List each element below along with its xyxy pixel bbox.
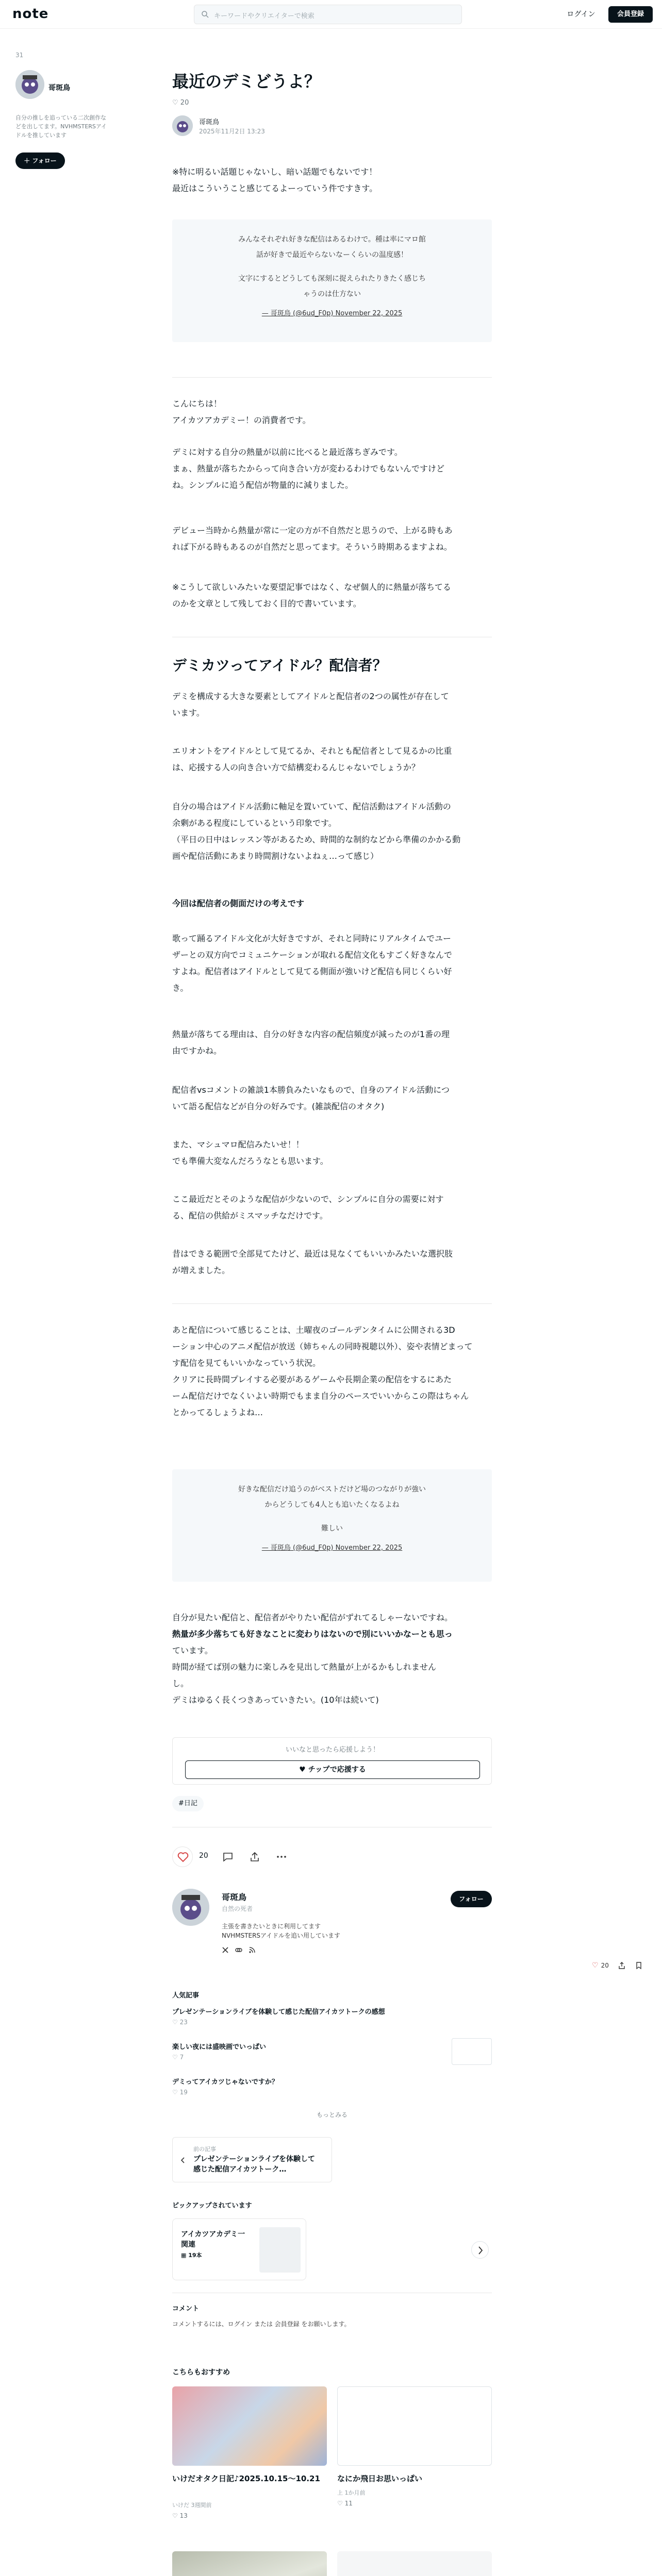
text-line: ※こうして欲しいみたいな要望記事ではなく、なぜ個人的に熱量が落ちてる: [172, 582, 451, 592]
card-likes: ♡ 13: [172, 2512, 188, 2519]
text-line: 歌って踊るアイドル文化が大好きですが、それと同時にリアルタイムでユー: [172, 934, 451, 943]
popular-item-thumbnail: [452, 2038, 492, 2065]
text-line: でも準備大変なんだろうなとも思います。: [172, 1156, 328, 1166]
text-line: デミはゆるく長くつきあっていきたい。(10年は続いて): [172, 1695, 379, 1705]
like-count: 11: [344, 2500, 353, 2507]
text-line: 主張を書きたいときに利用してます: [222, 1923, 321, 1930]
avatar[interactable]: [172, 115, 193, 136]
search-placeholder: キーワードやクリエイターで検索: [214, 12, 315, 20]
comment-icon[interactable]: [222, 1851, 234, 1863]
like-count: 13: [179, 2512, 188, 2519]
paragraph: [172, 579, 492, 612]
text-line: こんにちは！: [172, 399, 222, 409]
text-line: ています。: [172, 1646, 213, 1655]
paragraph: [172, 522, 492, 555]
paragraph: [172, 1137, 492, 1170]
card-thumbnail: [172, 2551, 327, 2576]
heart-icon[interactable]: ♡: [592, 1961, 599, 1970]
quote-line: 好きな配信だけ追うのがベストだけど場のつながりが強い: [238, 1485, 426, 1494]
text-line: 昔はできる範囲で全部見てたけど、最近は見なくてもいいかみたいな選択肢: [172, 1249, 453, 1259]
text-line: 最近はこういうこと感じてるよーっていう件ですきす。: [172, 183, 378, 193]
text-line: また、マシュマロ配信みたいせ！！: [172, 1140, 304, 1149]
card-author: いけだ 3週間前: [172, 2502, 212, 2509]
register-button[interactable]: 会員登録: [608, 6, 653, 23]
follow-button[interactable]: ＋ フォロー: [15, 152, 65, 169]
text-line: ※特に明るい話題じゃないし、暗い話題でもないです！: [172, 167, 377, 177]
paragraph: [172, 396, 492, 429]
paragraph: [172, 1082, 492, 1115]
text-line: あと配信について感じることは、土曜夜のゴールデンタイムに公開される3D: [172, 1325, 455, 1335]
text-line: ーション中心のアニメ配信が放送（姉ちゃんの同時視聴以外）、姿や表情どまって: [172, 1342, 473, 1351]
text-line: とかってるしょうよね…: [172, 1408, 263, 1417]
paragraph: [172, 1609, 492, 1708]
text-line: まぁ、熱量が落ちたからって向き合い方が変わるわけでもないんですけど: [172, 464, 445, 473]
like-count-top[interactable]: ♡ 20: [172, 99, 189, 107]
hashtag[interactable]: #日記: [172, 1796, 204, 1811]
popular-item[interactable]: [172, 2076, 492, 2101]
note-logo[interactable]: note: [12, 6, 49, 22]
recommend-heading: こちらもおすすめ: [172, 2368, 230, 2377]
text-line: き。: [172, 983, 189, 993]
paragraph: [172, 1246, 492, 1279]
like-count: 7: [179, 2054, 184, 2061]
rss-icon[interactable]: [249, 1946, 256, 1954]
card-likes: ♡ 11: [337, 2500, 353, 2507]
paragraph: [172, 1191, 492, 1224]
text-line: 画や配信活動にあまり時間割けないよねぇ…って感じ）: [172, 851, 379, 861]
carousel-next-button[interactable]: [471, 2241, 489, 2259]
quote-line: みんなそれぞれ好きな配信はあるわけで。種は率にマロ館: [238, 235, 426, 244]
spacer: [172, 1513, 492, 1521]
paragraph: [172, 1322, 492, 1421]
search-input[interactable]: [194, 5, 462, 24]
action-bar: [172, 1846, 492, 1867]
support-box: [172, 1737, 492, 1785]
text-line: エリオントをアイドルとして見てるか、それとも配信者として見るかの比重: [172, 746, 452, 756]
more-link[interactable]: もっとみる: [316, 2111, 347, 2119]
link-icon[interactable]: [235, 1946, 242, 1954]
text-line: が増えました。: [172, 1265, 230, 1275]
chevron-left-icon: [179, 2156, 187, 2164]
profile-bio: [222, 1922, 428, 1940]
text-line: は、応援する人の向き合い方で結構変わるんじゃないでしょうか？: [172, 762, 420, 772]
floating-like-count: 20: [601, 1962, 609, 1969]
card-author: 上 1か月前: [337, 2489, 366, 2496]
text-line: います。: [172, 708, 205, 718]
pickup-heading: ピックアップされています: [172, 2202, 252, 2210]
text-line: 時間が経てば別の魅力に楽しみを見出して熱量が上がるかもしれません: [172, 1662, 437, 1672]
text-line: すよね。配信者はアイドルとして見てる側面が強いけど配信も同じくらい好: [172, 967, 452, 976]
comments-heading: コメント: [172, 2305, 200, 2313]
text-line: デビュー当時から熱量が常に一定の方が不自然だと思うので、上がる時もあ: [172, 526, 453, 535]
card-thumbnail: [172, 2386, 327, 2466]
follow-button[interactable]: フォロー: [451, 1891, 492, 1907]
prev-title: プレゼンテーションライブを体験して感じた配信アイカツトーク…: [193, 2155, 316, 2174]
paragraph: [172, 930, 492, 996]
card-title: いけだオタク日記♪2025.10.15〜10.21: [172, 2474, 320, 2483]
text-line: 熱量が落ちてる理由は、自分の好きな内容の配信頻度が減ったのが1番の理: [172, 1029, 450, 1039]
share-icon[interactable]: [618, 1961, 626, 1970]
quote-cite[interactable]: — 哥斑鳥 (@6ud_F0p) November 22, 2025: [261, 310, 403, 317]
text-line: （平日の日中はレッスン等があるため、時間的な制約などから準備のかかる動: [172, 835, 461, 844]
magazine-count-value: 19本: [188, 2252, 202, 2259]
x-icon[interactable]: [222, 1946, 229, 1954]
text-line: デミを構成する大きな要素としてアイドルと配信者の2つの属性が存在して: [172, 691, 449, 701]
magazine-card[interactable]: [172, 2218, 306, 2280]
search-icon: [201, 10, 210, 19]
prev-article[interactable]: [172, 2137, 332, 2182]
paragraph: [172, 688, 492, 721]
card-thumbnail-placeholder: [337, 2551, 492, 2576]
text-line: ここ最近だとそのような配信が少ないので、シンプルに自分の需要に対す: [172, 1194, 444, 1204]
author-name[interactable]: 哥斑鳥: [199, 118, 220, 126]
text-line: る、配信の供給がミスマッチなだけです。: [172, 1211, 328, 1221]
popular-item-title: デミってアイカツじゃないですか？: [172, 2078, 278, 2086]
text-line: 熱量が多少落ちても好きなことに変わりはないので別にいいかなーとも思っ: [172, 1629, 453, 1639]
text-line: ね。シンプルに追う配信が物量的に減りました。: [172, 480, 353, 490]
popular-item-likes: ♡ 7: [172, 2054, 184, 2061]
popular-item-title: プレゼンテーションライブを体験して感じた配信アイカツトークの感想: [172, 2008, 385, 2016]
text-line: のかを文章として残しておく目的で書いています。: [172, 599, 361, 608]
quote-line: 難しい: [321, 1524, 343, 1533]
page-title: 最近のデミどうよ？: [172, 72, 321, 91]
text-line: デミに対する自分の熱量が以前に比べると最近落ちぎみです。: [172, 447, 403, 457]
creator-bio: 自分の推しを追っている二次創作などを出してます。NVHMSTERSアイドルを推しています: [15, 114, 107, 139]
text-line: 自分が見たい配信と、配信者がやりたい配信がずれてるしゃーないですね。: [172, 1613, 453, 1622]
text-line: 由ですかね。: [172, 1046, 222, 1056]
tip-button[interactable]: [185, 1760, 480, 1779]
text-line: 自分の場合はアイドル活動に軸足を置いていて、配信活動はアイドル活動の: [172, 802, 451, 811]
like-count: 20: [199, 1852, 208, 1860]
header: [0, 0, 662, 29]
prev-label: 前の記事: [193, 2146, 216, 2153]
like-count: 20: [180, 99, 189, 107]
paragraph: [172, 444, 492, 494]
card-thumbnail: [337, 2386, 492, 2466]
publish-date: 2025年11月2日 13:23: [199, 128, 265, 135]
text-line: 余剰がある程度にしているという印象です。: [172, 818, 337, 828]
popular-item[interactable]: [172, 2006, 492, 2031]
text-line: いて語る配信などが自分の好みです。(雑談配信のオタク): [172, 1101, 385, 1111]
chevron-right-icon: [472, 2242, 489, 2259]
quote-line: ゃうのは仕方ない: [303, 290, 361, 298]
quote-cite[interactable]: — 哥斑鳥 (@6ud_F0p) November 22, 2025: [261, 1544, 403, 1552]
embedded-post: [172, 219, 492, 342]
tip-icon: ♥: [299, 1766, 308, 1774]
text-line: す配信を見てもいいかなっていう状況。: [172, 1358, 321, 1368]
popular-item-likes: ♡ 23: [172, 2019, 188, 2026]
quote-line: 文字にするとどうしても深刻に捉えられたりきたく感じち: [238, 275, 426, 283]
profile-subtitle: 自然の死者: [222, 1905, 253, 1912]
paragraph: [172, 1026, 492, 1059]
text-line: アイカツアカデミー！の消費者です。: [172, 415, 311, 425]
heart-icon: [173, 1847, 193, 1868]
spacer: [172, 263, 492, 271]
text-line: ーム配信だけでなくいよい時期でもまま自分のペースでいいからこの際はちゃん: [172, 1391, 469, 1401]
support-text: いいなと思ったら応援しよう！: [285, 1746, 379, 1754]
paragraph: [172, 799, 492, 865]
popular-item[interactable]: [172, 2041, 492, 2066]
text-line: NVHMSTERSアイドルを追い用しています: [222, 1932, 340, 1939]
magazine-title: アイカツアカデミ一関連: [181, 2230, 245, 2249]
follow-label: フォロー: [32, 157, 57, 164]
like-button[interactable]: [172, 1846, 193, 1867]
text-line: れば下がる時もあるのが自然だと思ってます。そういう時期あるますよね。: [172, 542, 452, 552]
section-heading: デミカツってアイドル？配信者？: [172, 657, 387, 674]
embedded-post: [172, 1469, 492, 1582]
text-line: 配信者vsコメントの雑談1本勝負みたいなもので、自身のアイドル活動につ: [172, 1085, 450, 1095]
quote-line: 話が好きで最近やらないなーくらいの温度感！: [256, 251, 408, 259]
quote-line: からどうしても4人とも追いたくなるよね: [264, 1501, 400, 1509]
popular-heading: 人気記事: [172, 1992, 200, 1999]
avatar[interactable]: [15, 70, 44, 99]
avatar[interactable]: [172, 1889, 209, 1926]
comments-login-text: コメントするには、ログイン または 会員登録 をお願いします。: [172, 2320, 351, 2328]
login-button[interactable]: ログイン: [567, 10, 595, 19]
sidebar-count: 31: [15, 52, 24, 59]
card-title: なにか飛日お思いっぱい: [337, 2474, 423, 2483]
popular-item-title: 楽しい夜には盛映画でいっぱい: [172, 2043, 267, 2051]
magazine-count: ▦ 19本: [181, 2252, 202, 2259]
intro-paragraph: [172, 164, 492, 197]
floating-actions: [592, 1960, 643, 1970]
more-icon[interactable]: [275, 1851, 288, 1863]
like-count: 19: [179, 2089, 188, 2096]
divider: [172, 377, 492, 378]
text-line: クリアに長時間プレイする必要があるゲームや長期企業の配信をするにあた: [172, 1375, 452, 1384]
creator-name[interactable]: 哥斑鳥: [48, 84, 70, 92]
tip-label: チップで応援する: [308, 1766, 366, 1774]
bookmark-icon[interactable]: [635, 1961, 643, 1970]
text-line: し。: [172, 1679, 189, 1688]
sidebar-creator: [15, 52, 113, 164]
text-line: ザーとの双方向でコミュニケーションが取れる配信文化もすごく好きなんで: [172, 950, 453, 960]
divider: [172, 1303, 492, 1304]
profile-name[interactable]: 哥斑鳥: [222, 1892, 247, 1902]
magazine-thumbnail: [259, 2227, 301, 2273]
share-icon[interactable]: [249, 1851, 261, 1863]
bold-subheading: 今回は配信者の側面だけの考えです: [172, 899, 305, 908]
paragraph: [172, 743, 492, 776]
like-count: 23: [179, 2019, 188, 2026]
popular-item-likes: ♡ 19: [172, 2089, 188, 2096]
